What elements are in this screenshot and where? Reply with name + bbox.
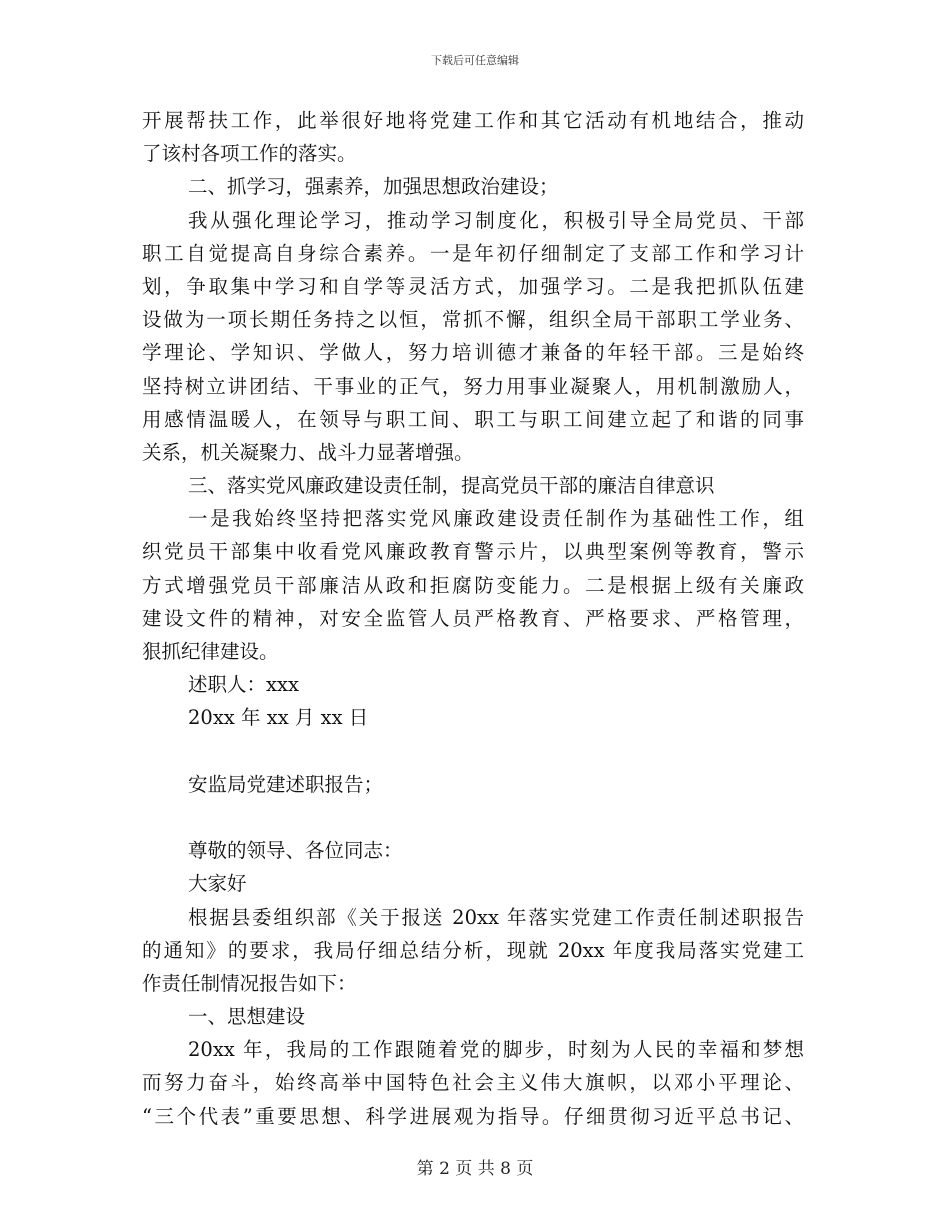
text-line: 作责任制情况报告如下： <box>142 971 357 995</box>
text-line: 开展帮扶工作，此举很好地将党建工作和其它活动有机地结合，推动 <box>142 109 804 132</box>
header-note: 下载后可任意编辑 <box>431 54 519 67</box>
text-line: 一是我始终坚持把落实党风廉政建设责任制作为基础性工作，组 <box>188 507 804 531</box>
page-number: 第 2 页 共 8 页 <box>416 1159 534 1179</box>
section-heading: 一、思想建设 <box>188 1005 306 1029</box>
text-line: 用感情温暖人，在领导与职工间、职工与职工间建立起了和谐的同事 <box>142 407 804 431</box>
text-line: 方式增强党员干部廉洁从政和拒腐防变能力。二是根据上级有关廉政 <box>142 573 804 597</box>
text-line: 职工自觉提高自身综合素养。一是年初仔细制定了支部工作和学习计 <box>142 241 804 265</box>
text-line: 狠抓纪律建设。 <box>142 640 279 663</box>
text-line: 的通知》的要求，我局仔细总结分析，现就 20xx 年度我局落实党建工 <box>142 938 804 962</box>
text-line: 建设文件的精神，对安全监管人员严格教育、严格要求、严格管理， <box>142 606 804 630</box>
blank-line <box>142 801 804 834</box>
text-line: 而努力奋斗，始终高举中国特色社会主义伟大旗帜，以邓小平理论、 <box>142 1071 804 1095</box>
section-heading: 二、抓学习，强素养，加强思想政治建设； <box>188 175 559 199</box>
greeting: 大家好 <box>188 872 247 896</box>
text-line: 学理论、学知识、学做人，努力培训德才兼备的年轻干部。三是始终 <box>142 341 804 365</box>
salutation: 尊敬的领导、各位同志： <box>188 839 403 863</box>
text-line: “三个代表”重要思想、科学进展观为指导。仔细贯彻习近平总书记、 <box>142 1104 804 1128</box>
text-line: 划，争取集中学习和自学等灵活方式，加强学习。二是我把抓队伍建 <box>142 274 804 298</box>
report-title: 安监局党建述职报告； <box>188 772 384 796</box>
text-line: 我从强化理论学习，推动学习制度化，积极引导全局党员、干部 <box>188 208 804 232</box>
text-line: 设做为一项长期任务持之以恒，常抓不懈，组织全局干部职工学业务、 <box>142 308 804 332</box>
text-line: 坚持树立讲团结、干事业的正气，努力用事业凝聚人，用机制激励人， <box>142 374 804 398</box>
text-line: 织党员干部集中收看党风廉政教育警示片，以典型案例等教育，警示 <box>142 540 804 564</box>
text-line: 关系，机关凝聚力、战斗力显著增强。 <box>142 440 474 464</box>
date-line: 20xx 年 xx 月 xx 日 <box>188 706 369 730</box>
section-heading: 三、落实党风廉政建设责任制，提高党员干部的廉洁自律意识 <box>188 474 715 498</box>
text-line: 20xx 年，我局的工作跟随着党的脚步，时刻为人民的幸福和梦想 <box>188 1038 804 1062</box>
text-line: 根据县委组织部《关于报送 20xx 年落实党建工作责任制述职报告 <box>188 905 804 929</box>
text-line: 了该村各项工作的落实。 <box>142 142 357 166</box>
reporter-line: 述职人：xxx <box>188 673 299 697</box>
document-body <box>142 104 804 1133</box>
blank-line <box>142 735 804 768</box>
